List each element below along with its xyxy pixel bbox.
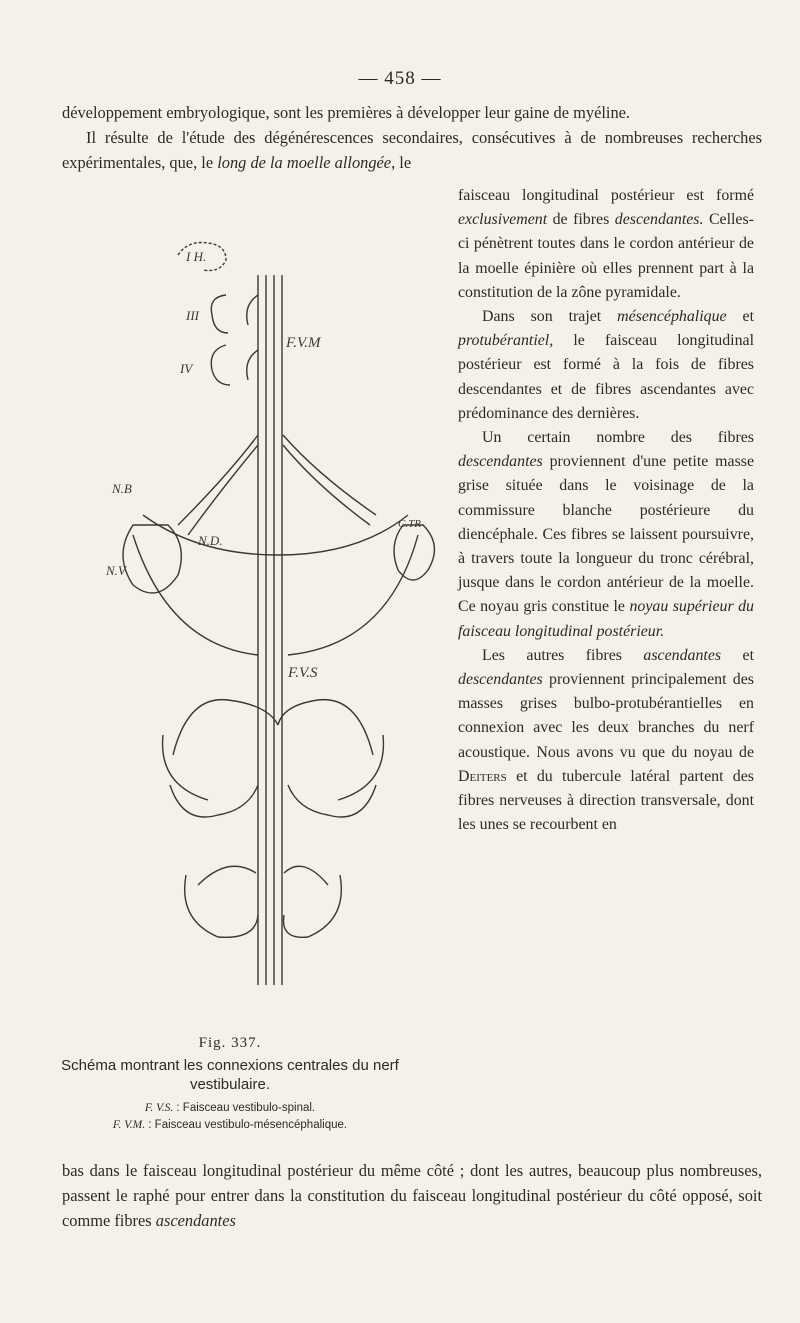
t: Celles-ci pénètrent toutes dans le cordon antérieur de la moelle épinière où elles prennent part à la constitution de la zône pyramidale. [458, 211, 754, 301]
t-name: Deiters [458, 767, 507, 785]
t: proviennent d'une petite masse grise située dans le voisinage de la commissure blanche postérieure du diencéphale. Ces fibres se laissent poursuivre, à travers toute la longueur du tronc cérébral, jusque dans le cordon antérieur de la moelle. Ce noyau gris constitue le [458, 453, 754, 616]
label-iv: IV [180, 361, 193, 376]
figure-schema [108, 225, 453, 1045]
t-italic: mésencéphalique [617, 308, 727, 326]
t-italic: ascendantes [643, 646, 722, 664]
paragraph-intro [62, 125, 762, 175]
text-bottom [62, 1158, 762, 1233]
t-italic: descendantes [458, 671, 543, 689]
legend-item [60, 1117, 400, 1134]
t-italic: descendantes [458, 453, 543, 471]
label-nd: N.D. [198, 533, 223, 548]
legend-abbr: F. V.M. [112, 1119, 146, 1131]
t: Un certain nombre des fibres [482, 429, 754, 447]
t: Les autres fibres [482, 646, 622, 664]
t: proviennent principalement des masses grises bulbo-protubérantielles en connexion avec les deux branches du nerf acoustique. Nous avons vu que du noyau de [458, 671, 754, 761]
legend-item [60, 1100, 400, 1117]
intro-italic: long de la moelle allongée [217, 153, 392, 172]
t-italic: protubérantiel, [458, 332, 554, 350]
bottom-text: bas dans le faisceau longitudinal postérieur du même côté ; dont les autres, beaucoup plus nombreuses, passent le raphé pour entrer dans la constitution du faisceau longitudinal postérieur du côté opposé, soit comme fibres [62, 1161, 762, 1230]
schema-drawing [108, 225, 453, 1045]
label-ctr: C.TR [398, 518, 421, 530]
label-ih: I H. [186, 249, 207, 264]
t: le faisceau longitudinal postérieur est formé à la fois de fibres descendantes et de fibres ascendantes avec prédominance des dernières. [458, 332, 754, 422]
text-right-column [458, 184, 754, 837]
label-nb: N.B [112, 481, 132, 496]
label-fvs: F.V.S [288, 665, 318, 681]
para-1 [458, 187, 754, 301]
t: et [742, 646, 754, 664]
paragraph-continuation: développement embryologique, sont les premières à développer leur gaine de myéline. [62, 103, 631, 122]
para-4 [458, 644, 754, 838]
figure-legend [60, 1100, 400, 1134]
label-iii: III [186, 308, 199, 323]
legend-desc: : Faisceau vestibulo-mésencéphalique. [148, 1119, 348, 1131]
t-italic: noyau supérieur du faisceau longitudinal postérieur. [458, 598, 754, 640]
label-fvm: F.V.M [286, 335, 321, 351]
para-2 [458, 305, 754, 426]
t-italic: exclusivement [458, 211, 548, 229]
page-number: — 458 — [358, 68, 442, 89]
t: de fibres [552, 211, 610, 229]
t: et [742, 308, 754, 326]
legend-abbr: F. V.S. [144, 1102, 174, 1114]
legend-desc: : Faisceau vestibulo-spinal. [176, 1102, 316, 1114]
bottom-italic: ascendantes [155, 1211, 236, 1230]
intro-text: Il résulte de l'étude des dégénérescences secondaires, consécutives à de nombreuses recherches expérimentales, que, le [62, 128, 762, 172]
label-nv: N.V [106, 563, 126, 578]
t-italic: descendantes. [614, 211, 704, 229]
figure-number: Fig. 337. [198, 1035, 262, 1051]
figure-caption [60, 1035, 400, 1134]
t: Dans son trajet [482, 308, 602, 326]
figure-title: Schéma montrant les connexions centrales du nerf vestibulaire. [61, 1057, 399, 1093]
para-3 [458, 426, 754, 644]
t: et du tubercule latéral partent des fibres nerveuses à direction transversale, dont les unes se recourbent en [458, 767, 754, 834]
intro-end: , le [391, 153, 412, 172]
text-top [62, 100, 762, 175]
t: faisceau longitudinal postérieur est formé [458, 187, 754, 204]
